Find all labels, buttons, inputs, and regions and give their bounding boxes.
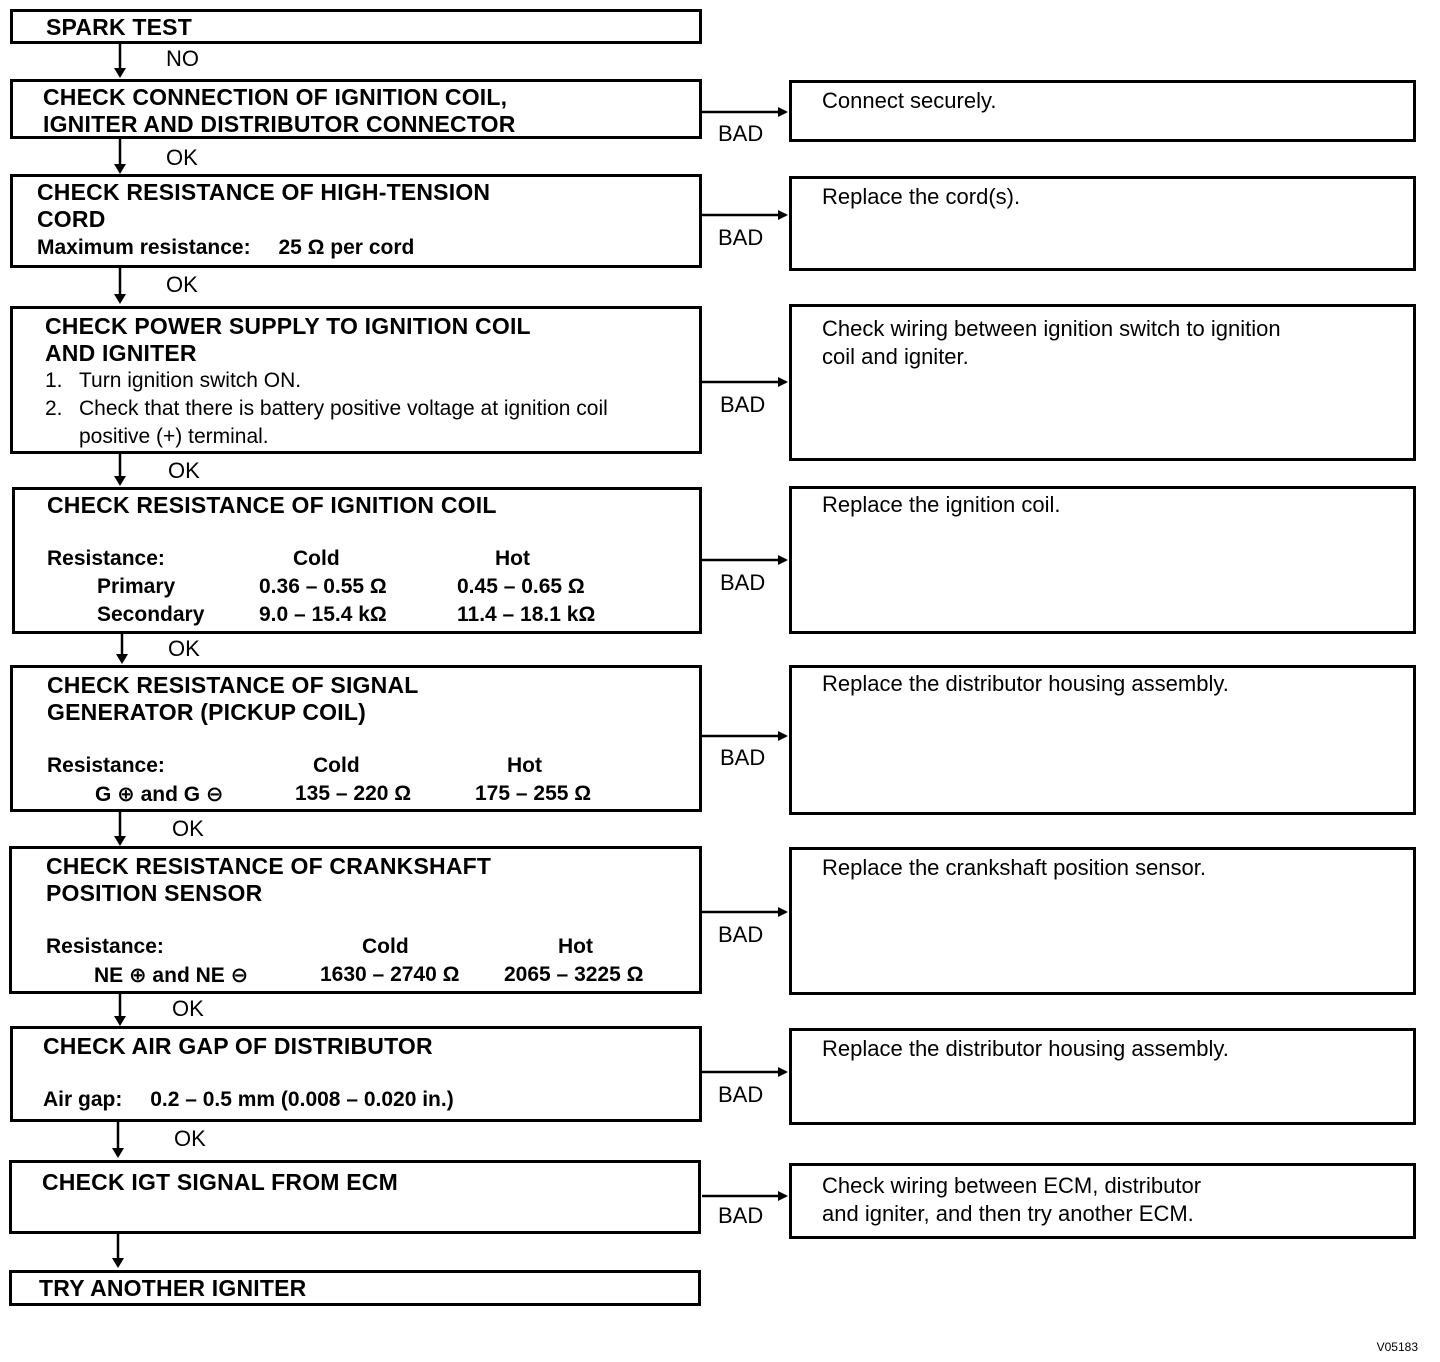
- step-heading: CHECK AIR GAP OF DISTRIBUTOR: [43, 1033, 433, 1059]
- ok-label: OK: [168, 458, 200, 483]
- remedy-box: [789, 665, 1416, 815]
- step-ignition-coil-resistance: [12, 487, 702, 634]
- step-heading: CHECK RESISTANCE OF HIGH-TENSION CORD: [37, 179, 491, 232]
- resistance-header: Resistance: Cold Hot: [46, 935, 593, 958]
- ok-label: OK: [172, 816, 204, 841]
- procedure-list: [45, 367, 689, 451]
- spec-value: 25 Ω per cord: [278, 236, 415, 259]
- remedy-box: [789, 1163, 1416, 1239]
- resistance-row: Secondary 9.0 – 15.4 kΩ 11.4 – 18.1 kΩ: [97, 603, 596, 626]
- spec-value: 0.2 – 0.5 mm (0.008 – 0.020 in.): [150, 1088, 454, 1111]
- remedy-box: [789, 847, 1416, 995]
- procedure-item: 1. Turn ignition switch ON.: [45, 369, 302, 392]
- bad-label: BAD: [718, 225, 764, 250]
- remedy-text: Check wiring between ECM, distributor and igniter, and then try another ECM.: [822, 1173, 1202, 1226]
- spec-label: Maximum resistance:: [37, 236, 251, 259]
- bad-label: BAD: [718, 922, 764, 947]
- step-crankshaft-sensor: [9, 846, 702, 994]
- step-heading: CHECK RESISTANCE OF IGNITION COIL: [47, 492, 497, 518]
- remedy-text: Replace the crankshaft position sensor.: [822, 855, 1207, 880]
- figure-code: V05183: [1376, 1340, 1418, 1354]
- ok-label: OK: [166, 145, 198, 170]
- resistance-header: Resistance: Cold Hot: [47, 547, 530, 570]
- start-box: [10, 9, 702, 44]
- step-heading: CHECK IGT SIGNAL FROM ECM: [42, 1169, 398, 1195]
- spec-label: Air gap:: [43, 1088, 123, 1111]
- ok-label: OK: [172, 996, 204, 1021]
- remedy-box: [789, 486, 1416, 634]
- step-connection-check: [10, 79, 702, 139]
- step-heading: CHECK RESISTANCE OF CRANKSHAFT POSITION SENSOR: [46, 853, 492, 906]
- bad-label: BAD: [718, 1203, 764, 1228]
- step-heading: CHECK POWER SUPPLY TO IGNITION COIL AND IGNITER: [45, 313, 531, 366]
- end-box: [9, 1270, 701, 1306]
- bad-label: BAD: [720, 745, 766, 770]
- end-label: TRY ANOTHER IGNITER: [39, 1275, 307, 1301]
- step-signal-generator: [10, 665, 702, 812]
- step-air-gap: [10, 1026, 702, 1122]
- remedy-text: Check wiring between ignition switch to ignition coil and igniter.: [822, 316, 1281, 369]
- remedy-text: Connect securely.: [822, 88, 997, 113]
- remedy-box: [789, 304, 1416, 461]
- ok-label: OK: [166, 272, 198, 297]
- ok-label: OK: [168, 636, 200, 661]
- bad-label: BAD: [718, 121, 764, 146]
- remedy-box: [789, 80, 1416, 142]
- resistance-header: Resistance: Cold Hot: [47, 754, 542, 777]
- start-result-label: NO: [166, 46, 199, 71]
- start-label: SPARK TEST: [46, 14, 192, 40]
- remedy-text: Replace the distributor housing assembly.: [822, 671, 1229, 696]
- resistance-row: Primary 0.36 – 0.55 Ω 0.45 – 0.65 Ω: [97, 575, 585, 598]
- resistance-row: G ⊕ and G ⊖ 135 – 220 Ω 175 – 255 Ω: [95, 782, 592, 806]
- remedy-text: Replace the distributor housing assembly.: [822, 1036, 1229, 1061]
- step-igt-signal: [9, 1160, 701, 1234]
- remedy-text: Replace the ignition coil.: [822, 492, 1061, 517]
- remedy-box: [789, 176, 1416, 271]
- bad-label: BAD: [720, 570, 766, 595]
- remedy-box: [789, 1028, 1416, 1125]
- step-heading: CHECK CONNECTION OF IGNITION COIL, IGNITER AND DISTRIBUTOR CONNECTOR: [43, 84, 516, 137]
- step-high-tension-cord: [10, 174, 702, 268]
- remedy-text: Replace the cord(s).: [822, 184, 1021, 209]
- resistance-row: NE ⊕ and NE ⊖ 1630 – 2740 Ω 2065 – 3225 Ω: [94, 963, 644, 987]
- procedure-item: 2. Check that there is battery positive voltage at ignition coil positive (+) terminal.: [45, 397, 608, 448]
- step-heading: CHECK RESISTANCE OF SIGNAL GENERATOR (PICKUP COIL): [47, 672, 419, 725]
- bad-label: BAD: [720, 392, 766, 417]
- bad-label: BAD: [718, 1082, 764, 1107]
- ok-label: OK: [174, 1126, 206, 1151]
- step-power-supply: [10, 306, 702, 454]
